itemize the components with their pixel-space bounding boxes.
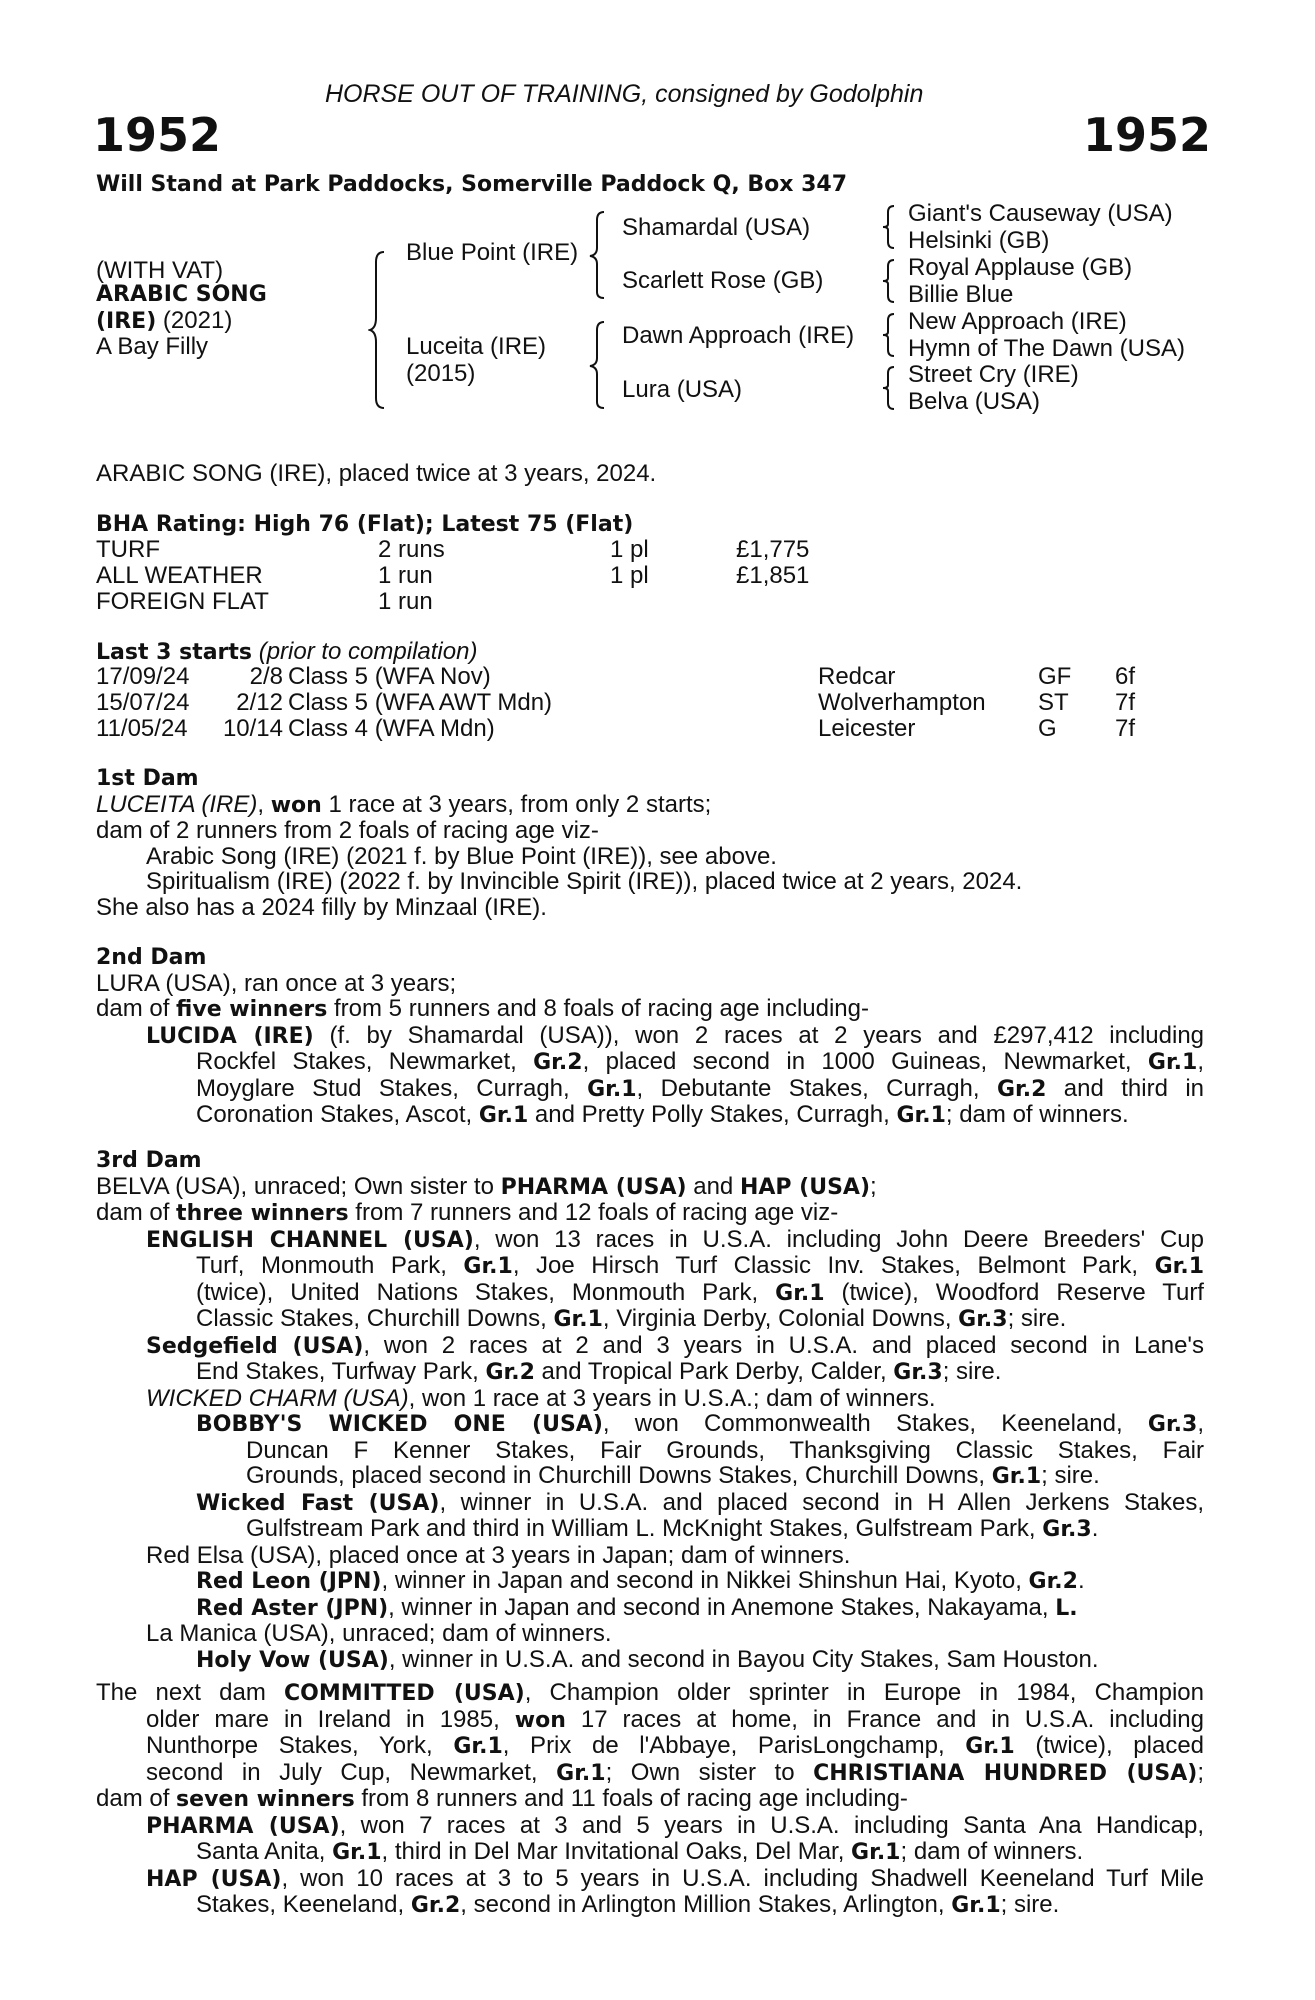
first-dam-foal-1: Arabic Song (IRE) (2021 f. by Blue Point (IRE)), see above. [146, 842, 777, 870]
wicked-charm-entry [96, 1386, 1204, 1412]
grade: Gr.2 [533, 1050, 583, 1075]
text: , Debutante Stakes, Curragh, [636, 1074, 997, 1102]
horse-name: Red Aster (JPN) [196, 1595, 389, 1621]
pedigree-dds: Street Cry (IRE) [908, 361, 1079, 388]
winners-count: seven winners [176, 1787, 355, 1812]
rating-row [96, 589, 916, 615]
first-dam-record: 1 race at 3 years, from only 2 starts; [321, 790, 712, 818]
hap-cont [96, 1892, 1204, 1919]
third-dam-heading: 3rd Dam [96, 1148, 202, 1173]
text: dam of [96, 1199, 177, 1226]
english-channel-entry [96, 1227, 1204, 1254]
start-course: Leicester [818, 715, 916, 742]
pedigree-dam-brace [588, 320, 612, 410]
grade: Gr.3 [1042, 1517, 1092, 1542]
last-starts-heading [96, 639, 477, 666]
first-dam-produce-summary: dam of 2 runners from 2 foals of racing age viz- [96, 817, 599, 844]
rating-prize: £1,775 [736, 536, 810, 563]
sibling-name: PHARMA (USA) [500, 1174, 687, 1200]
rating-placed: 1 pl [610, 562, 649, 589]
bha-rating-title: BHA Rating: High 76 (Flat); Latest 75 (Flat) [96, 512, 634, 537]
lot-number-right: 1952 [1083, 108, 1212, 162]
rating-surface: TURF [96, 536, 160, 563]
start-position: 2/12 [236, 689, 283, 716]
second-dam-section [96, 945, 1204, 1129]
english-channel-cont [96, 1280, 1204, 1307]
grade: Gr.1 [951, 1893, 1001, 1918]
pedigree-dam: Luceita (IRE) [406, 333, 547, 360]
pedigree-sire-sire: Shamardal (USA) [622, 214, 811, 241]
text: ; sire. [1007, 1305, 1067, 1332]
lot-number-left: 1952 [93, 108, 222, 162]
pedigree-sire: Blue Point (IRE) [406, 239, 579, 266]
text: ; sire. [1041, 1462, 1100, 1489]
wicked-fast-cont [96, 1516, 1204, 1543]
third-dam-line [96, 1174, 1204, 1201]
lucida-entry-cont [96, 1049, 1204, 1076]
horse-name: CHRISTIANA HUNDRED (USA) [813, 1760, 1198, 1786]
grade: Gr.3 [1147, 1412, 1198, 1437]
text: Santa Anita, [196, 1838, 333, 1865]
start-position: 2/8 [249, 663, 283, 690]
horse-name: Red Leon (JPN) [196, 1569, 382, 1594]
text: ; [870, 1172, 877, 1200]
first-dam-line: LUCEITA (IRE), won 1 race at 3 years, from only 2 starts; [96, 790, 712, 818]
text: Classic Stakes, Churchill Downs, [196, 1305, 554, 1332]
grade: Gr.1 [1154, 1254, 1204, 1279]
start-position: 10/14 [222, 715, 283, 742]
text: (twice), placed [1014, 1732, 1205, 1759]
grade: Gr.2 [996, 1076, 1047, 1102]
start-going: ST [1038, 689, 1069, 716]
first-dam-section [96, 766, 1204, 920]
text: , won 1 race at 3 years in U.S.A.; dam of winners. [408, 1384, 936, 1412]
horse-description: A Bay Filly [96, 333, 209, 360]
start-distance: 7f [1115, 689, 1136, 716]
text: 17 races at home, in France and in U.S.A. including [565, 1705, 1205, 1733]
horse-name: Sedgefield (USA) [146, 1333, 364, 1359]
first-dam-name: LUCEITA (IRE) [96, 790, 258, 818]
grade: L. [1055, 1595, 1078, 1621]
start-race: Class 5 (WFA AWT Mdn) [288, 689, 553, 716]
text: . [1091, 1515, 1099, 1542]
sedgefield-cont [96, 1359, 1204, 1386]
text: Stakes, Keeneland, [196, 1891, 411, 1918]
start-distance: 6f [1115, 663, 1136, 690]
pedigree-sdd: Billie Blue [908, 281, 1014, 308]
text: and Tropical Park Derby, Calder, [534, 1358, 894, 1385]
start-race: Class 4 (WFA Mdn) [288, 715, 495, 742]
text: ; [1197, 1758, 1205, 1786]
horse-name: PHARMA (USA) [146, 1813, 340, 1839]
holy-vow-entry [96, 1647, 1204, 1674]
text: Grounds, placed second in Churchill Downs Stakes, Churchill Downs, [246, 1462, 992, 1489]
text: , winner in U.S.A. and second in Bayou City Stakes, Sam Houston. [388, 1645, 1099, 1673]
text: second in July Cup, Newmarket, [146, 1758, 557, 1786]
next-dam-line [96, 1680, 1204, 1707]
text: ; Own sister to [605, 1758, 814, 1786]
text: , winner in U.S.A. and placed second in H Allen Jerkens Stakes, [439, 1488, 1205, 1516]
grade: Gr.1 [991, 1464, 1042, 1489]
start-row [96, 664, 1146, 690]
text: , [1197, 1048, 1204, 1075]
pedigree-dsd: Hymn of The Dawn (USA) [908, 335, 1185, 362]
grade: Gr.1 [453, 1734, 503, 1759]
pedigree-ddd: Belva (USA) [908, 388, 1041, 415]
pedigree-dam-dam: Lura (USA) [622, 376, 743, 403]
text: , third in Del Mar Invitational Oaks, Del Mar, [381, 1838, 852, 1865]
text: ; sire. [1000, 1891, 1060, 1918]
horse-name: Holy Vow (USA) [196, 1647, 389, 1673]
pedigree-ssd: Helsinki (GB) [908, 227, 1050, 254]
text: dam of [96, 1785, 177, 1812]
text: , Champion older sprinter in Europe in 1984, Champion [524, 1679, 1204, 1706]
horse-country: (IRE) [96, 309, 157, 334]
next-dam-section [96, 1680, 1204, 1919]
first-dam-note: She also has a 2024 filly by Minzaal (IRE). [96, 893, 547, 921]
text: and Pretty Polly Stakes, Curragh, [528, 1101, 897, 1128]
grade: Gr.1 [553, 1307, 603, 1332]
grade: Gr.1 [463, 1254, 513, 1279]
rating-prize: £1,851 [736, 562, 810, 589]
pedigree-sire-dam: Scarlett Rose (GB) [622, 267, 824, 294]
text: , won 13 races in U.S.A. including John Deere Breeders' Cup [473, 1225, 1204, 1253]
pharma-entry [96, 1813, 1204, 1840]
pedigree-dam-year: (2015) [406, 360, 476, 387]
bobbys-wicked-one-entry [96, 1411, 1204, 1438]
winners-count: three winners [176, 1201, 349, 1226]
lucida-entry-cont [96, 1102, 1204, 1129]
start-going: G [1038, 715, 1057, 742]
grade: Gr.1 [896, 1103, 946, 1128]
grade: Gr.1 [851, 1840, 901, 1865]
text: Rockfel Stakes, Newmarket, [196, 1048, 534, 1075]
grade: Gr.3 [893, 1360, 943, 1385]
text: . [1077, 1567, 1085, 1594]
grade: Gr.2 [410, 1893, 461, 1918]
pedigree-g3-brace-2 [882, 258, 898, 304]
won: won [514, 1707, 566, 1733]
text: Gulfstream Park and third in William L. McKnight Stakes, Gulfstream Park, [246, 1515, 1043, 1542]
pedigree-dss: New Approach (IRE) [908, 308, 1127, 335]
red-elsa-entry: Red Elsa (USA), placed once at 3 years in Japan; dam of winners. [146, 1541, 851, 1569]
pedigree-dam-sire: Dawn Approach (IRE) [622, 322, 855, 349]
start-row [96, 716, 1146, 742]
text: Moyglare Stud Stakes, Curragh, [196, 1074, 588, 1102]
pedigree-g3-brace-3 [882, 312, 898, 358]
first-dam-foal-2: Spiritualism (IRE) (2022 f. by Invincible Spirit (IRE)), placed twice at 2 years, 2024. [146, 868, 1023, 895]
english-channel-cont [96, 1306, 1204, 1333]
rating-surface: ALL WEATHER [96, 562, 263, 589]
winners-count: five winners [176, 997, 328, 1022]
text: BELVA (USA), unraced; Own sister to [96, 1172, 501, 1200]
text: older mare in Ireland in 1985, [146, 1705, 515, 1733]
last-starts-title: Last 3 starts [96, 640, 253, 665]
start-row [96, 690, 1146, 716]
text: , won 10 races at 3 to 5 years in U.S.A. including Shadwell Keeneland Turf Mile [281, 1864, 1204, 1892]
text: ; dam of winners. [900, 1838, 1084, 1865]
horse-name: Wicked Fast (USA) [196, 1490, 440, 1516]
race-summary: ARABIC SONG (IRE), placed twice at 3 years, 2024. [96, 460, 657, 487]
text: ; dam of winners. [945, 1101, 1129, 1128]
pedigree-g3-brace-4 [882, 365, 898, 411]
grade: Gr.2 [1028, 1569, 1078, 1594]
pedigree-sire-brace [588, 210, 612, 300]
text: , won Commonwealth Stakes, Keeneland, [602, 1410, 1148, 1437]
text: , second in Arlington Million Stakes, Arlington, [460, 1891, 952, 1918]
start-date: 17/09/24 [96, 663, 190, 690]
text: , placed second in 1000 Guineas, Newmarket, [582, 1048, 1148, 1075]
red-leon-entry [96, 1568, 1204, 1595]
rating-surface: FOREIGN FLAT [96, 588, 269, 615]
text: , winner in Japan and second in Nikkei Shinshun Hai, Kyoto, [381, 1567, 1029, 1594]
hap-entry [96, 1866, 1204, 1893]
horse-name: COMMITTED (USA) [284, 1681, 525, 1706]
text: Coronation Stakes, Ascot, [196, 1101, 479, 1128]
stand-location: Will Stand at Park Paddocks, Somerville Paddock Q, Box 347 [96, 172, 848, 197]
wicked-fast-entry [96, 1490, 1204, 1517]
text: from 8 runners and 11 foals of racing age including- [354, 1785, 908, 1812]
horse-name: HAP (USA) [146, 1866, 282, 1892]
pedigree-sss: Giant's Causeway (USA) [908, 200, 1173, 227]
second-dam-line: LURA (USA), ran once at 3 years; [96, 969, 457, 997]
second-dam-heading: 2nd Dam [96, 945, 207, 970]
text: and [686, 1172, 740, 1200]
horse-country-year [96, 308, 232, 335]
text: (twice), Woodford Reserve Turf [824, 1278, 1204, 1306]
rating-placed: 1 pl [610, 536, 649, 563]
text: , won 7 races at 3 and 5 years in U.S.A. including Santa Ana Handicap, [339, 1811, 1204, 1839]
horse-name: ARABIC SONG [96, 282, 267, 307]
text: , [1197, 1410, 1204, 1437]
text: dam of [96, 995, 177, 1022]
text: and third in [1046, 1074, 1205, 1102]
grade: Gr.2 [485, 1360, 535, 1385]
next-dam-cont [96, 1707, 1204, 1734]
next-dam-produce [96, 1786, 1204, 1813]
text: from 7 runners and 12 foals of racing age viz- [348, 1199, 839, 1226]
start-date: 15/07/24 [96, 689, 190, 716]
rating-row [96, 537, 916, 563]
first-dam-won: won [270, 792, 322, 818]
text: (twice), United Nations Stakes, Monmouth Park, [196, 1278, 776, 1306]
next-dam-cont [96, 1733, 1204, 1760]
sibling-name: HAP (USA) [739, 1174, 871, 1200]
text: , Joe Hirsch Turf Classic Inv. Stakes, Belmont Park, [512, 1252, 1155, 1279]
horse-name: BOBBY'S WICKED ONE (USA) [196, 1412, 603, 1437]
start-course: Redcar [818, 663, 896, 690]
lucida-entry-cont [96, 1076, 1204, 1103]
horse-year: (2021) [156, 307, 233, 334]
horse-name: WICKED CHARM (USA) [146, 1384, 409, 1412]
text: (f. by Shamardal (USA)), won 2 races at 2 years and £297,412 including [313, 1021, 1205, 1049]
la-manica-entry: La Manica (USA), unraced; dam of winners. [146, 1620, 612, 1647]
start-course: Wolverhampton [818, 689, 986, 716]
rating-runs: 1 run [378, 562, 433, 589]
grade: Gr.1 [775, 1280, 825, 1306]
third-dam-section [96, 1148, 1204, 1673]
text: Turf, Monmouth Park, [196, 1252, 464, 1279]
grade: Gr.1 [332, 1840, 382, 1865]
bobbys-wicked-one-cont [96, 1463, 1204, 1490]
third-dam-produce [96, 1200, 1204, 1227]
text: Nunthorpe Stakes, York, [146, 1732, 454, 1759]
pharma-cont [96, 1839, 1204, 1866]
sedgefield-entry [96, 1333, 1204, 1360]
text: from 5 runners and 8 foals of racing age including- [327, 995, 869, 1022]
text: , winner in Japan and second in Anemone Stakes, Nakayama, [388, 1593, 1056, 1621]
grade: Gr.1 [587, 1076, 637, 1102]
text: End Stakes, Turfway Park, [196, 1358, 486, 1385]
next-dam-cont [96, 1760, 1204, 1787]
text: ; sire. [942, 1358, 1002, 1385]
english-channel-cont [96, 1253, 1204, 1280]
start-race: Class 5 (WFA Nov) [288, 663, 491, 690]
consignor-line: HORSE OUT OF TRAINING, consigned by Godolphin [325, 80, 924, 108]
horse-name: ENGLISH CHANNEL (USA) [146, 1227, 474, 1253]
pedigree-main-brace [368, 250, 392, 410]
first-dam-heading: 1st Dam [96, 766, 199, 791]
rating-runs: 1 run [378, 588, 433, 615]
pedigree-g3-brace-1 [882, 204, 898, 250]
start-distance: 7f [1115, 715, 1136, 742]
grade: Gr.1 [478, 1103, 529, 1128]
vat-note: (WITH VAT) [96, 257, 224, 284]
grade: Gr.3 [958, 1307, 1008, 1332]
grade: Gr.1 [965, 1734, 1015, 1759]
bobbys-wicked-one-cont: Duncan F Kenner Stakes, Fair Grounds, Thanksgiving Classic Stakes, Fair [246, 1436, 1204, 1464]
grade: Gr.1 [1147, 1050, 1198, 1075]
rating-runs: 2 runs [378, 536, 445, 563]
pedigree-sds: Royal Applause (GB) [908, 254, 1133, 281]
start-going: GF [1038, 663, 1072, 690]
text: , Virginia Derby, Colonial Downs, [602, 1305, 959, 1332]
text: , won 2 races at 2 and 3 years in U.S.A. and placed second in Lane's [363, 1331, 1205, 1359]
last-starts-note: (prior to compilation) [252, 638, 478, 665]
lucida-name: LUCIDA (IRE) [146, 1023, 314, 1049]
lucida-entry [96, 1023, 1204, 1050]
start-date: 11/05/24 [96, 715, 188, 742]
grade: Gr.1 [556, 1760, 606, 1786]
text: The next dam [96, 1679, 285, 1706]
text: , Prix de l'Abbaye, ParisLongchamp, [502, 1732, 966, 1759]
red-aster-entry [96, 1595, 1204, 1622]
rating-row [96, 563, 916, 589]
second-dam-produce [96, 996, 1204, 1023]
